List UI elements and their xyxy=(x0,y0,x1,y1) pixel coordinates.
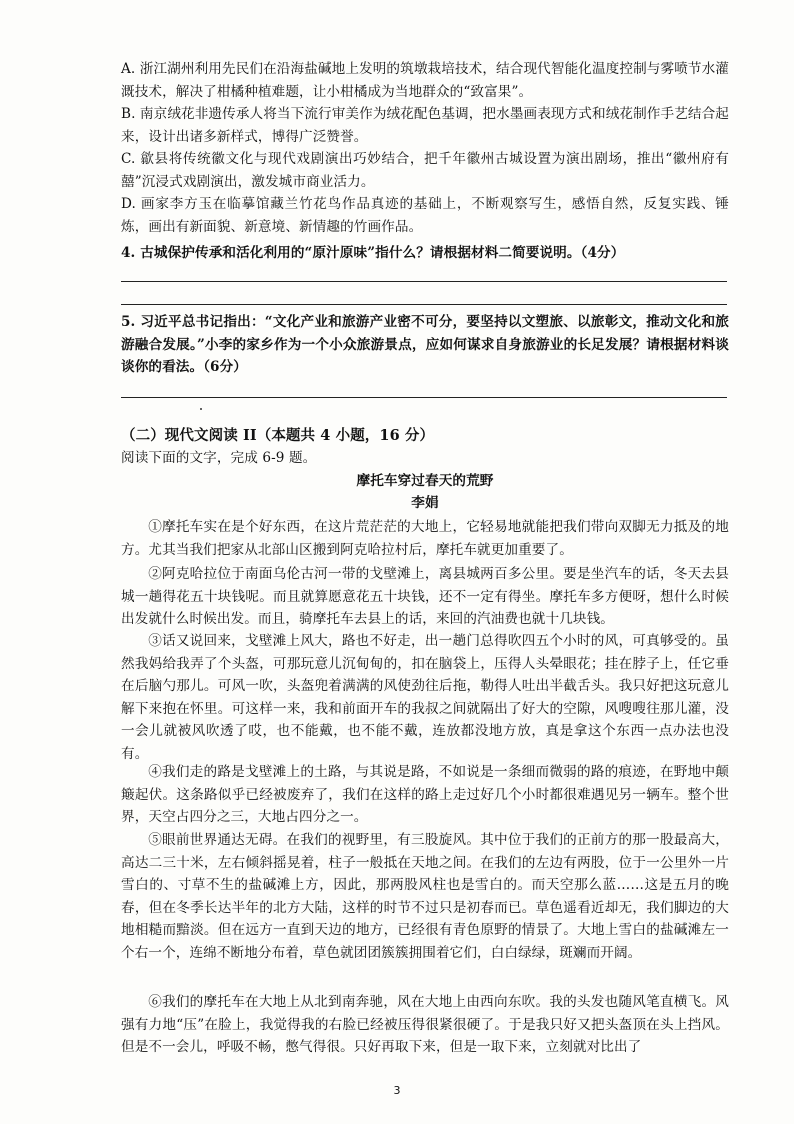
option-c: C. 歙县将传统徽文化与现代戏剧演出巧妙结合，把千年徽州古城设置为演出剧场，推出“徽州府有囍”沉浸式戏剧演出，激发城市商业活力。 xyxy=(121,151,729,190)
question-4: 4. 古城保护传承和活化利用的“原汁原味”指什么？请根据材料二简要说明。（4分） xyxy=(121,245,625,261)
answer-line xyxy=(121,397,727,398)
article-paragraph: ④我们走的路是戈壁滩上的土路，与其说是路，不如说是一条细而微弱的路的痕迹，在野地中颠簸起伏。这条路似乎已经被废弃了，我们在这样的路上走过好几个小时都很难遇见另一辆车。整个世界，天空占四分之三，大地占四分之一。 xyxy=(121,764,729,825)
article-paragraph: ②阿克哈拉位于南面乌伦古河一带的戈壁滩上，离县城两百多公里。要是坐汽车的话，冬天去县城一趟得花五十块钱呢。而且就算愿意花五十块钱，还不一定有得坐。摩托车多方便呀，想什么时候出发就什么时候出发。而且，骑摩托车去县上的话，来回的汽油费也就十几块钱。 xyxy=(121,566,729,627)
question-5: 5. 习近平总书记指出：“文化产业和旅游产业密不可分，要坚持以文塑旅、以旅彰文，推动文化和旅游融合发展。”小李的家乡作为一个小众旅游景点，应如何谋求自身旅游业的长足发展？请根据材料谈谈你的看法。（6分） xyxy=(121,314,729,375)
reading-instruction: 阅读下面的文字，完成 6-9 题。 xyxy=(121,450,317,466)
speck xyxy=(200,408,202,410)
option-d: D. 画家李方玉在临摹馆藏兰竹花鸟作品真迹的基础上，不断观察写生，感悟自然，反复实践、锤炼，画出有新面貌、新意境、新情趣的竹画作品。 xyxy=(121,196,729,235)
article-title: 摩托车穿过春天的荒野 xyxy=(356,473,494,489)
article-paragraph: ①摩托车实在是个好东西，在这片荒茫茫的大地上，它轻易地就能把我们带向双脚无力抵及的地方。尤其当我们把家从北部山区搬到阿克哈拉村后，摩托车就更加重要了。 xyxy=(121,519,729,558)
option-a: A. 浙江湖州利用先民们在沿海盐碱地上发明的筑墩栽培技术，结合现代智能化温度控制与雾喷节水灌溉技术，解决了柑橘种植难题，让小柑橘成为当地群众的“致富果”。 xyxy=(121,61,729,100)
article-paragraph: ⑥我们的摩托车在大地上从北到南奔驰，风在大地上由西向东吹。我的头发也随风笔直横飞。风强有力地“压”在脸上，我觉得我的右脸已经被压得很紧很硬了。于是我只好又把头盔顶在头上挡风。但是不一会儿，呼吸不畅，憋气得很。只好再取下来，但是一取下来，立刻就对比出了 xyxy=(121,994,729,1055)
option-b: B. 南京绒花非遗传承人将当下流行审美作为绒花配色基调，把水墨画表现方式和绒花制作手艺结合起来，设计出诸多新样式，博得广泛赞誉。 xyxy=(121,106,729,145)
answer-line xyxy=(121,304,727,305)
section-heading: （二）现代文阅读 II（本题共 4 小题，16 分） xyxy=(121,427,435,444)
article-author: 李娟 xyxy=(411,495,439,511)
page-number: 3 xyxy=(393,1084,401,1097)
answer-line xyxy=(121,281,727,282)
article-paragraph: ⑤眼前世界通达无碍。在我们的视野里，有三股旋风。其中位于我们的正前方的那一股最高大，高达二三十米，左右倾斜摇晃着，柱子一般抵在天地之间。在我们的左边有两股，位于一公里外一片雪白的、寸草不生的盐碱滩上方，因此，那两股风柱也是雪白的。而天空那么蓝……这是五月的晚春，但在冬季长达半年的北方大陆，这样的时节不过只是初春而已。草色遥看近却无，我们脚边的大地相糙而黯淡。但在远方一直到天边的地方，已经很有青色原野的情景了。大地上雪白的盐碱滩左一个右一个，连绵不断地分布着，草色就团团簇簇拥围着它们，白白绿绿，斑斓而开阔。 xyxy=(121,832,729,961)
article-paragraph: ③话又说回来，戈壁滩上风大，路也不好走，出一趟门总得吹四五个小时的风，可真够受的。虽然我妈给我弄了个头盔，可那玩意儿沉甸甸的，扣在脑袋上，压得人头晕眼花；挂在脖子上，任它垂在后脑勺那儿。可风一吹，头盔兜着满满的风使劲往后拖，勒得人吐出半截舌头。我只好把这玩意儿解下来抱在怀里。可这样一来，我和前面开车的我叔之间就隔出了好大的空隙，风嗖嗖往那儿灌，没一会儿就被风吹透了哎，也不能戴，也不能不戴，连放都没地方放，真是拿这个东西一点办法也没有。 xyxy=(121,633,729,762)
